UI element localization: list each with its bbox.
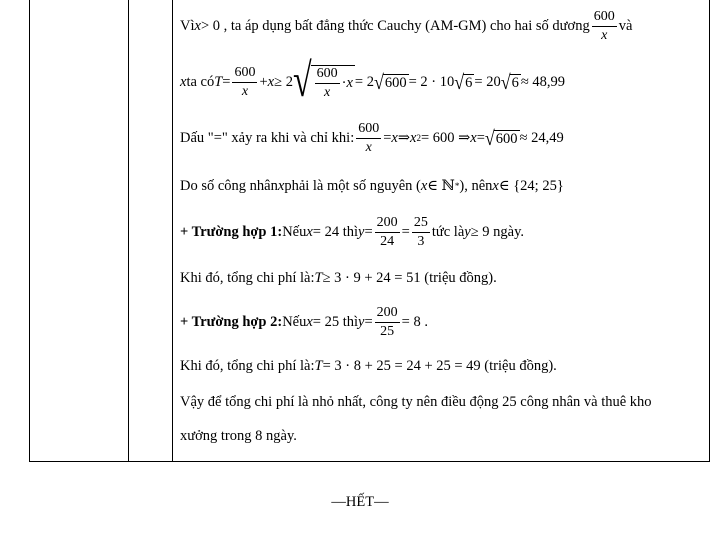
line-cauchy-intro: Vì x > 0 , ta áp dụng bất đẳng thức Cauchy (AM-GM) cho hai số dương $\frac{600}{x}$ và — [180, 8, 633, 43]
sqrt-600: √ 600 — [373, 70, 407, 94]
line-equality-condition: Dấu "=" xảy ra khi và chỉ khi: $\frac{600}{x}$ = x ⇒ x 2 = 600 ⇒ x = √ 600 ≈ 24,49 — [180, 120, 564, 155]
line-case-2: + Trường hợp 2: Nếu x = 25 thì y = $\frac{200}{25}$ = 8 . — [180, 304, 428, 339]
sqrt-600: √ 600 — [484, 126, 518, 150]
line-case-1-cost: Khi đó, tổng chi phí là: T ≥ 3 · 9 + 24 = 51 (triệu đồng). — [180, 269, 497, 286]
line-conclusion-2: xưởng trong 8 ngày. — [180, 427, 297, 444]
fraction-600-over-x: $\frac{600}{x}$ — [358, 120, 380, 155]
sqrt-6: √ 6 — [454, 70, 473, 94]
line-cauchy-inequality: x ta có T = $\frac{600}{x}$ + x ≥ 2 √ $\frac{600}{x}$ · x = 2 √ 600 = 2 · 10 √ 6 = 20 √ 6 ≈ 48,99 — [180, 55, 566, 108]
fraction-600-over-x: $\frac{600}{x}$ — [234, 64, 256, 99]
sqrt-fraction: √ $\frac{600}{x}$ · x — [292, 55, 353, 108]
table-column-divider-1 — [128, 0, 129, 461]
fraction-600-over-x: $\frac{600}{x}$ — [593, 8, 615, 43]
line-case-2-cost: Khi đó, tổng chi phí là: T = 3 · 8 + 25 = 24 + 25 = 49 (triệu đồng). — [180, 357, 557, 374]
end-marker: —HẾT— — [331, 494, 389, 510]
line-conclusion-1: Vậy để tổng chi phí là nhỏ nhất, công ty nên điều động 25 công nhân và thuê kho — [180, 393, 652, 410]
fraction-200-over-24: $\frac{200}{24}$ — [376, 214, 398, 249]
fraction-25-over-3: $\frac{25}{3}$ — [413, 214, 428, 249]
table-column-divider-2 — [172, 0, 173, 461]
line-integer-condition: Do số công nhân x phải là một số nguyên ( x ∈ ℕ * ), nên x ∈ {24; 25} — [180, 177, 564, 194]
line-case-1: + Trường hợp 1: Nếu x = 24 thì y = $\frac{200}{24}$ = $\frac{25}{3}$ tức là y ≥ 9 ngày. — [180, 214, 525, 249]
fraction-200-over-25: $\frac{200}{25}$ — [376, 304, 398, 339]
sqrt-6: √ 6 — [500, 70, 519, 94]
